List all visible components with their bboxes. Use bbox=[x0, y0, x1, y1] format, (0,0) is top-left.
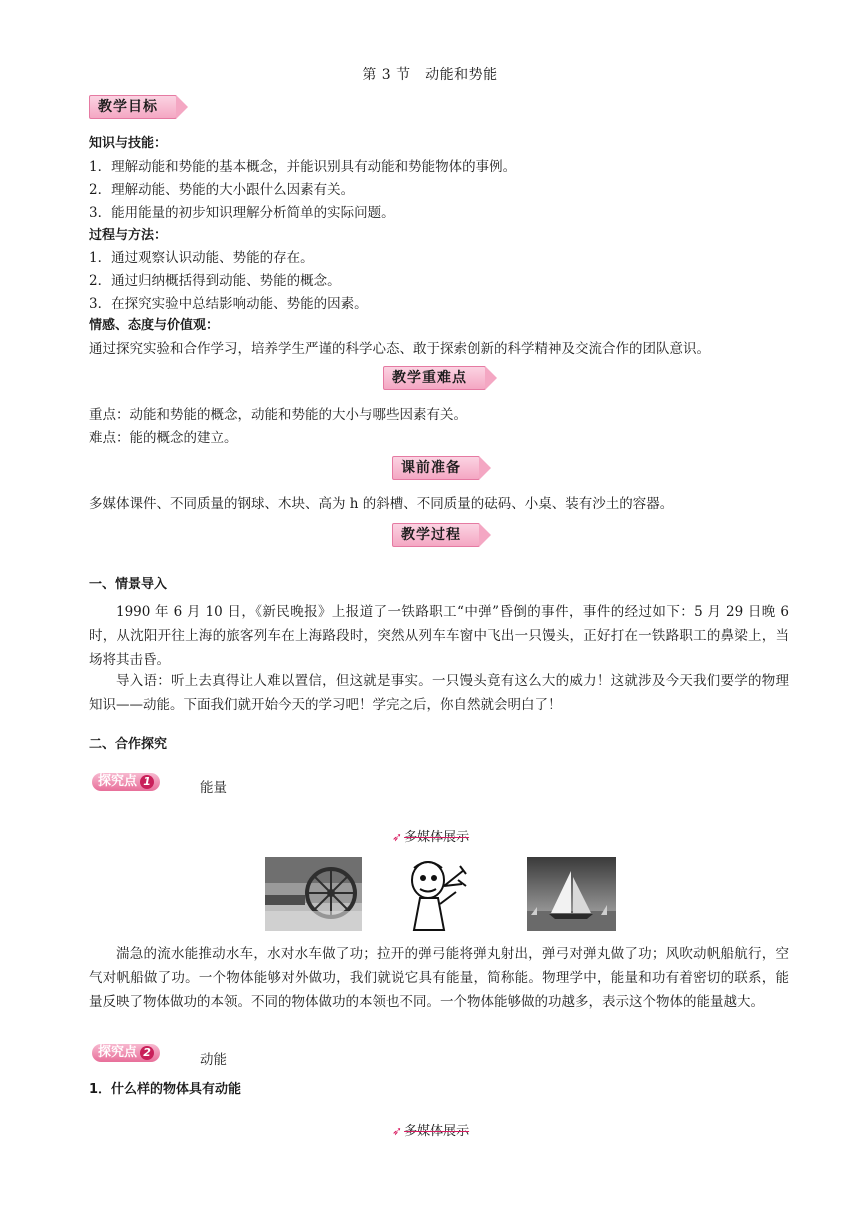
knowledge-item: 3．能用能量的初步知识理解分析简单的实际问题。 bbox=[89, 205, 395, 221]
sub-heading: 1．什么样的物体具有动能 bbox=[89, 1082, 242, 1097]
swoosh-icon: ➶ bbox=[392, 830, 403, 844]
slingshot-boy-image bbox=[400, 856, 470, 933]
emotion-heading: 情感、态度与价值观： bbox=[89, 318, 220, 333]
banner-teaching-goals: 教学目标 bbox=[89, 95, 177, 119]
swoosh-icon: ➶ bbox=[392, 1124, 403, 1138]
knowledge-item: 1．理解动能和势能的基本概念，并能识别具有动能和势能物体的事例。 bbox=[89, 159, 517, 175]
inquiry-point-number: 2 bbox=[140, 1046, 154, 1060]
inquiry-point-label: 能量 bbox=[200, 780, 227, 796]
section-heading: 一、情景导入 bbox=[89, 577, 168, 592]
inquiry-point-tag: 探究点 bbox=[98, 774, 138, 789]
focus-text: 重点：动能和势能的概念，动能和势能的大小与哪些因素有关。 bbox=[89, 407, 467, 423]
inquiry-point-tag: 探究点 bbox=[98, 1045, 138, 1060]
banner-key-points: 教学重难点 bbox=[383, 366, 486, 390]
knowledge-item: 2．理解动能、势能的大小跟什么因素有关。 bbox=[89, 182, 355, 198]
inquiry-point-badge bbox=[92, 1044, 160, 1062]
preparation-text: 多媒体课件、不同质量的钢球、木块、高为 h 的斜槽、不同质量的砝码、小桌、装有沙土的容器。 bbox=[89, 496, 674, 512]
method-item: 3．在探究实验中总结影响动能、势能的因素。 bbox=[89, 296, 368, 312]
inquiry-point-badge bbox=[92, 773, 160, 791]
page-title: 第 3 节 动能和势能 bbox=[362, 67, 498, 83]
method-item: 2．通过归纳概括得到动能、势能的概念。 bbox=[89, 273, 341, 289]
multimedia-label: ➶ 多媒体展示 bbox=[392, 1124, 470, 1139]
emotion-text: 通过探究实验和合作学习，培养学生严谨的科学心态、敢于探索创新的科学精神及交流合作的团队意识。 bbox=[89, 341, 710, 357]
intro-speech-paragraph: 导入语：听上去真得让人难以置信，但这就是事实。一只馒头竟有这么大的威力！这就涉及今天我们要学的物理知识——动能。下面我们就开始今天的学习吧！学完之后，你自然就会明白了！ bbox=[89, 673, 789, 713]
sailboat-image bbox=[527, 857, 616, 931]
banner-teaching-process: 教学过程 bbox=[392, 523, 480, 547]
knowledge-heading: 知识与技能： bbox=[89, 136, 168, 151]
method-heading: 过程与方法： bbox=[89, 228, 168, 243]
waterwheel-image bbox=[265, 857, 362, 931]
multimedia-label: ➶ 多媒体展示 bbox=[392, 830, 470, 845]
section-heading: 二、合作探究 bbox=[89, 737, 168, 752]
banner-preparation: 课前准备 bbox=[392, 456, 480, 480]
inquiry-point-number: 1 bbox=[140, 775, 154, 789]
inquiry-point-label: 动能 bbox=[200, 1052, 227, 1068]
method-item: 1．通过观察认识动能、势能的存在。 bbox=[89, 250, 314, 266]
intro-paragraph: 1990 年 6 月 10 日，《新民晚报》上报道了一铁路职工“中弹”昏倒的事件，事件的经过如下：5 月 29 日晚 6 时，从沈阳开往上海的旅客列车在上海路段时，突然从列车车窗中飞出一只馒头，正好打在一铁路职工的鼻梁上，当场将其击昏。 bbox=[89, 604, 789, 668]
energy-paragraph: 湍急的流水能推动水车，水对水车做了功；拉开的弹弓能将弹丸射出，弹弓对弹丸做了功；风吹动帆船航行，空气对帆船做了功。一个物体能够对外做功，我们就说它具有能量，简称能。物理学中，能量和功有着密切的联系，能量反映了物体做功的本领。不同的物体做功的本领也不同。一个物体能够做的功越多，表示这个物体的能量越大。 bbox=[89, 946, 789, 1010]
difficulty-text: 难点：能的概念的建立。 bbox=[89, 430, 238, 446]
